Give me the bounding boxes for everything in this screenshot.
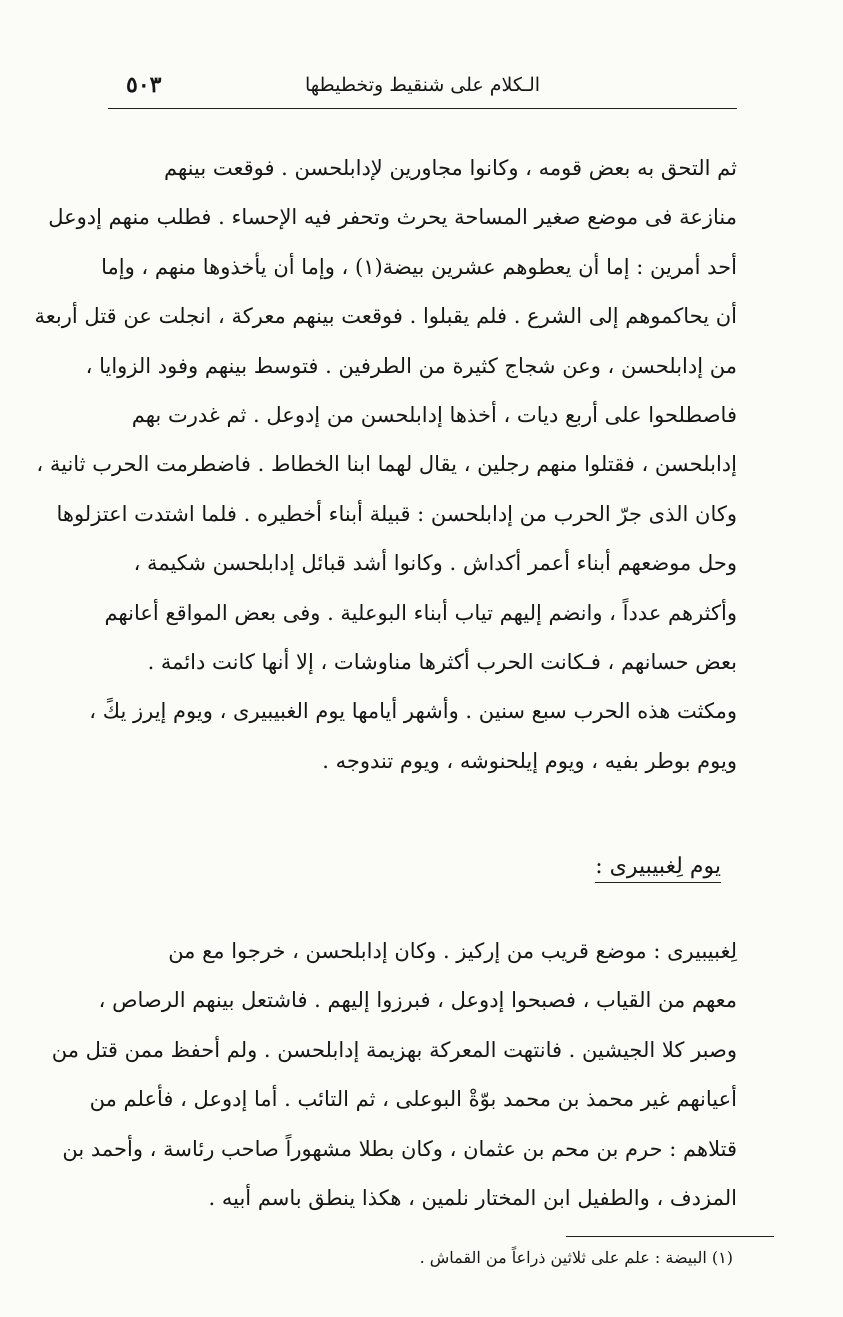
text-line: قتلاهم : حرم بن محم بن عثمان ، وكان بطلا مشهوراً صاحب رئاسة ، وأحمد بن [62, 1136, 737, 1161]
running-title: الـكلام على شنقيط وتخطيطها [304, 74, 541, 96]
text-line: ثم التحق به بعض قومه ، وكانوا مجاورين لإدابلحسن . فوقعت بينهم [163, 156, 737, 180]
text-line: أن يحاكموهم إلى الشرع . فلم يقبلوا . فوقعت بينهم معركة ، انجلت عن قتل أربعة [34, 304, 737, 329]
footnote: (١) البيضة : علم على ثلاثين ذراعاً من القماش . [419, 1248, 733, 1267]
text-line: وحل موضعهم أبناء أعمر أكداش . وكانوا أشد قبائل إدابلحسن شكيمة ، [133, 551, 737, 576]
text-line: من إدابلحسن ، وعن شجاج كثيرة من الطرفين . فتوسط بينهم وفود الزوايا ، [85, 353, 737, 378]
text-line: وكان الذى جرّ الحرب من إدابلحسن : قبيلة أبناء أخطيره . فلما اشتدت اعتزلوها [56, 501, 737, 526]
text-line: فاصطلحوا على أربع ديات ، أخذها إدابلحسن من إدوعل . ثم غدرت بهم [131, 402, 737, 427]
text-line: لِغبيبيرى : موضع قريب من إركيز . وكان إدابلحسن ، خرجوا مع من [168, 939, 737, 963]
text-line: وصبر كلا الجيشين . فانتهت المعركة بهزيمة إدابلحسن . ولم أحفظ ممن قتل من [51, 1037, 737, 1062]
text-line: أعيانهم غير محمذ بن محمد بوّةْ البوعلى ، ثم التائب . أما إدوعل ، فأعلم من [89, 1087, 737, 1112]
paragraph-1 [34, 144, 737, 786]
text-line: أحد أمرين : إما أن يعطوهم عشرين بيضة(١) ، وإما أن يأخذوها منهم ، وإما [101, 254, 737, 279]
page-header [108, 72, 737, 109]
text-line: المزدف ، والطفيل ابن المختار نلمين ، هكذا ينطق باسم أبيه . [208, 1185, 737, 1210]
text-line: منازعة فى موضع صغير المساحة يحرث وتحفر فيه الإحساء . فطلب منهم إدوعل [48, 205, 737, 230]
text-line: إدابلحسن ، فقتلوا منهم رجلين ، يقال لهما ابنا الخطاط . فاضطرمت الحرب ثانية ، [36, 452, 737, 477]
paragraph-2 [51, 927, 737, 1223]
text-line: ويوم بوطر بفيه ، ويوم إيلحنوشه ، ويوم تندوجه . [322, 748, 737, 773]
text-line: وأكثرهم عدداً ، وانضم إليهم تياب أبناء البوعلية . وفى بعض المواقع أعانهم [104, 600, 737, 625]
section-heading: يوم لِغبيبيرى : [595, 854, 721, 883]
text-line: معهم من القياب ، فصبحوا إدوعل ، فبرزوا إليهم . فاشتعل بينهم الرصاص ، [98, 988, 737, 1013]
page-number: ٥٠٣ [126, 72, 162, 98]
text-line: ومكثت هذه الحرب سبع سنين . وأشهر أيامها يوم الغبيبيرى ، ويوم إيرز يكً ، [89, 699, 737, 724]
footnote-divider [566, 1236, 774, 1237]
text-line: بعض حسانهم ، فـكانت الحرب أكثرها مناوشات ، إلا أنها كانت دائمة . [147, 649, 737, 674]
